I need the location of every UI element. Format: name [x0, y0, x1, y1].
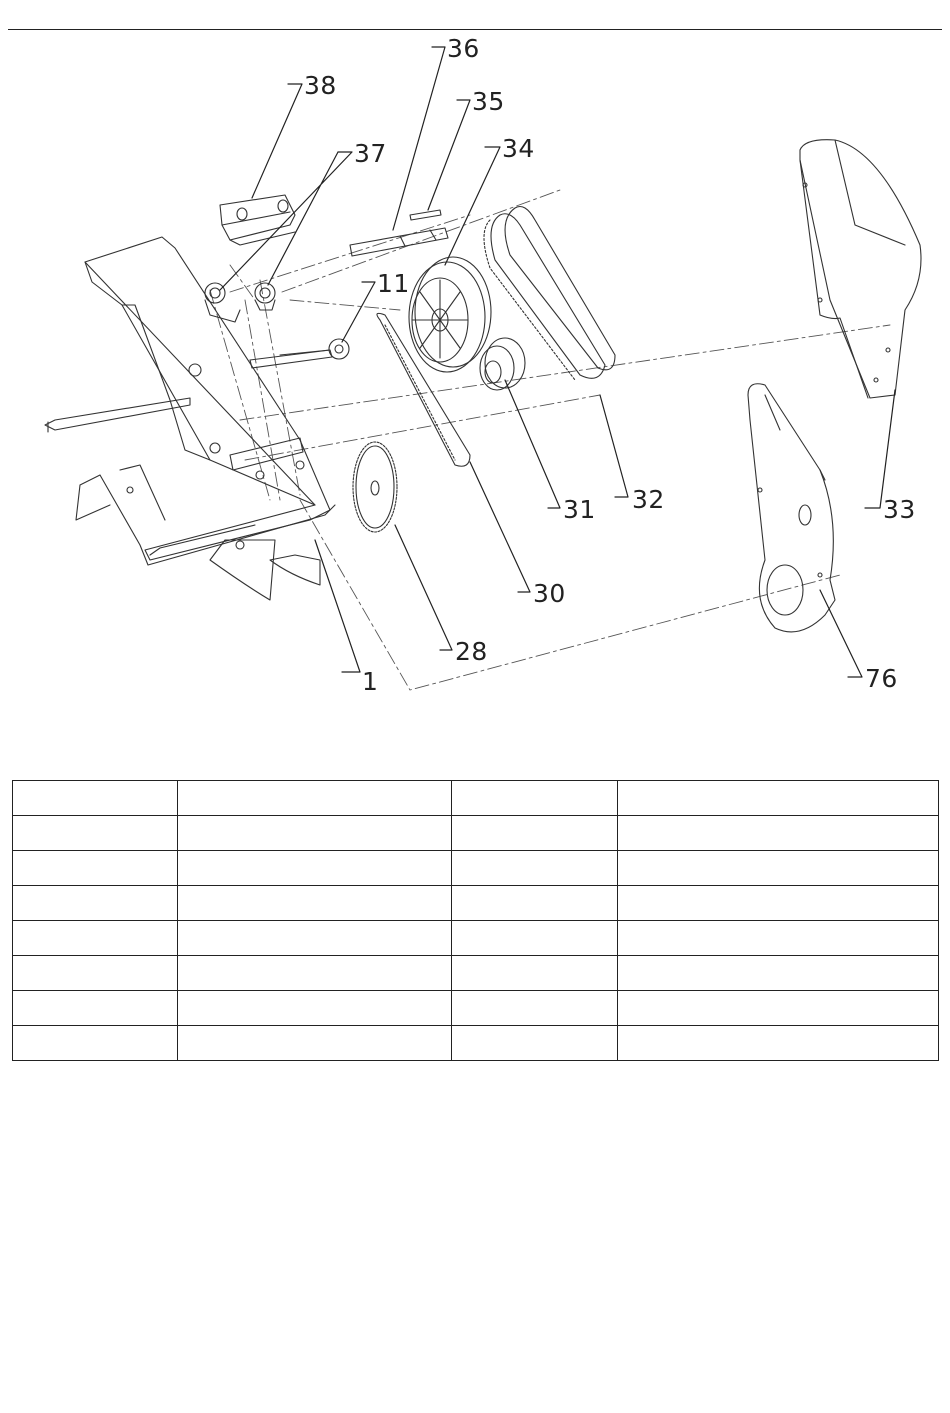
table-cell: [13, 956, 178, 991]
main-frame-part: [45, 237, 335, 600]
callout-34: 34: [502, 134, 535, 163]
parts-table: [12, 780, 939, 1061]
table-cell: [618, 851, 939, 886]
table-cell: [178, 921, 452, 956]
table-cell: [178, 1026, 452, 1061]
table-cell: [178, 781, 452, 816]
callout-28: 28: [455, 637, 488, 666]
table-row: [13, 921, 939, 956]
small-sprocket-part-11: [280, 339, 349, 359]
callout-38: 38: [304, 71, 337, 100]
bearing-block-part-38: [220, 195, 295, 245]
table-cell: [13, 991, 178, 1026]
table-cell: [452, 851, 618, 886]
table-cell: [452, 781, 618, 816]
shaft-part-36: [350, 228, 448, 256]
table-cell: [618, 991, 939, 1026]
table-row: [13, 851, 939, 886]
callout-30: 30: [533, 579, 566, 608]
table-row: [13, 991, 939, 1026]
table-cell: [452, 886, 618, 921]
chain-part-30: [377, 313, 470, 466]
callout-36: 36: [447, 34, 480, 63]
callout-37: 37: [354, 139, 387, 168]
table-cell: [618, 816, 939, 851]
table-cell: [618, 781, 939, 816]
table-cell: [13, 921, 178, 956]
table-row: [13, 956, 939, 991]
v-belts-part-32: [484, 207, 615, 381]
callout-35: 35: [472, 87, 505, 116]
large-pulley-part-34: [409, 257, 491, 372]
table-cell: [452, 1026, 618, 1061]
table-cell: [452, 816, 618, 851]
table-cell: [618, 956, 939, 991]
callout-32: 32: [632, 485, 665, 514]
table-cell: [13, 886, 178, 921]
table-cell: [178, 886, 452, 921]
table-cell: [452, 991, 618, 1026]
table-cell: [618, 1026, 939, 1061]
small-pulley-part-31: [480, 338, 525, 390]
table-cell: [618, 886, 939, 921]
table-cell: [452, 956, 618, 991]
table-cell: [178, 816, 452, 851]
parts-table-body: [13, 781, 939, 1061]
table-cell: [178, 851, 452, 886]
table-cell: [452, 921, 618, 956]
table-cell: [178, 991, 452, 1026]
table-row: [13, 816, 939, 851]
table-cell: [13, 816, 178, 851]
key-part-35: [410, 210, 441, 220]
callout-31: 31: [563, 495, 596, 524]
belt-guard-part-33: [800, 140, 921, 398]
table-cell: [618, 921, 939, 956]
table-row: [13, 886, 939, 921]
table-cell: [13, 1026, 178, 1061]
table-row: [13, 1026, 939, 1061]
callout-1: 1: [362, 667, 379, 696]
callout-76: 76: [865, 664, 898, 693]
table-cell: [13, 851, 178, 886]
large-sprocket-part-28: [353, 442, 397, 532]
table-row: [13, 781, 939, 816]
callout-11: 11: [377, 269, 410, 298]
table-cell: [13, 781, 178, 816]
table-cell: [178, 956, 452, 991]
callout-33: 33: [883, 495, 916, 524]
